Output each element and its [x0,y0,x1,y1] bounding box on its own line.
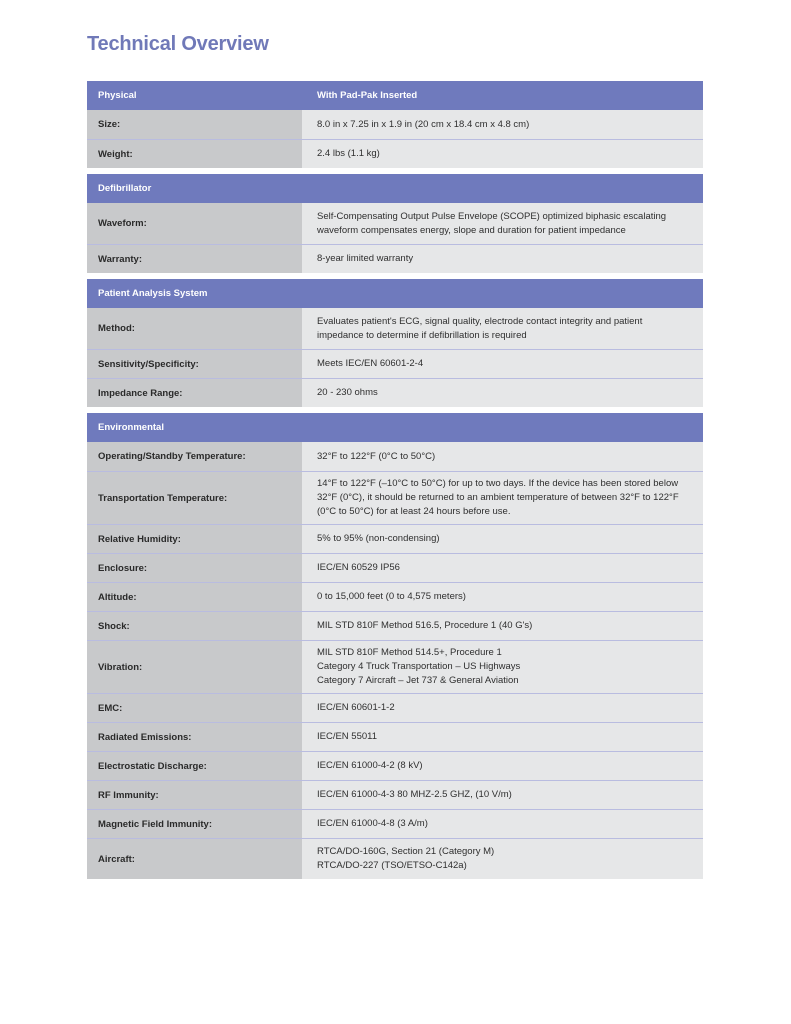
row-label: Magnetic Field Immunity: [87,810,302,838]
row-value [302,525,703,553]
row-value [302,723,703,751]
table-row [87,524,703,553]
value-line: IEC/EN 61000-4-8 (3 A/m) [317,818,428,829]
row-label: Shock: [87,612,302,640]
section-header-value: With Pad-Pak Inserted [317,90,418,101]
section-physical [87,81,703,168]
row-value [302,203,703,244]
table-row [87,378,703,407]
table-row [87,110,703,139]
row-value [302,612,703,640]
value-line: Self-Compensating Output Pulse Envelope (SCOPE) optimized biphasic escalating [317,210,667,222]
section-patient-analysis [87,279,703,407]
value-line: (0°C to 50°C) for at least 24 hours before use. [317,506,511,517]
value-line: IEC/EN 60529 IP56 [317,562,400,573]
row-label: Waveform: [87,203,302,244]
value-line: 20 - 230 ohms [317,387,378,398]
table-row [87,611,703,640]
table-row [87,553,703,582]
value-line: Evaluates patient's ECG, signal quality, electrode contact integrity and patient [317,315,643,327]
section-title: Physical [98,90,137,101]
row-label: Method: [87,308,302,349]
row-value [302,140,703,168]
row-label: Enclosure: [87,554,302,582]
row-value [302,442,703,471]
row-value [302,308,703,349]
value-line: 32°F (0°C), it should be returned to an ambient temperature of between 32°F to 122°F [317,492,679,503]
value-line: RTCA/DO-160G, Section 21 (Category M) [317,846,495,857]
row-value [302,472,703,524]
row-value [302,694,703,722]
row-value [302,350,703,378]
value-line: Category 7 Aircraft – Jet 737 & General Aviation [317,675,519,686]
table-row [87,139,703,168]
row-label: Electrostatic Discharge: [87,752,302,780]
section-header [87,174,703,203]
row-label: Size: [87,110,302,139]
section-title: Patient Analysis System [98,288,208,299]
value-line: 8.0 in x 7.25 in x 1.9 in (20 cm x 18.4 cm x 4.8 cm) [317,118,530,130]
row-label: Sensitivity/Specificity: [87,350,302,378]
row-value [302,839,703,879]
section-title: Environmental [98,422,164,433]
row-label: Operating/Standby Temperature: [87,442,302,471]
section-defibrillator [87,174,703,273]
value-line: 32°F to 122°F (0°C to 50°C) [317,450,436,462]
row-value [302,554,703,582]
row-value [302,583,703,611]
value-line: 0 to 15,000 feet (0 to 4,575 meters) [317,591,466,602]
table-row [87,722,703,751]
row-label: Weight: [87,140,302,168]
row-label: Altitude: [87,583,302,611]
value-line: IEC/EN 60601-1-2 [317,702,395,713]
row-value [302,245,703,273]
row-value [302,110,703,139]
table-row [87,582,703,611]
value-line: RTCA/DO-227 (TSO/ETSO-C142a) [317,860,467,871]
value-line: Meets IEC/EN 60601-2-4 [317,358,424,369]
value-line: 2.4 lbs (1.1 kg) [317,148,380,159]
section-header [87,413,703,442]
table-row [87,693,703,722]
value-line: 8-year limited warranty [317,253,414,264]
value-line: MIL STD 810F Method 516.5, Procedure 1 (40 G's) [317,620,533,631]
table-row [87,640,703,693]
row-value [302,752,703,780]
section-header [87,279,703,308]
row-label: Radiated Emissions: [87,723,302,751]
value-line: Category 4 Truck Transportation – US Highways [317,661,521,672]
value-line: IEC/EN 55011 [317,731,378,742]
table-row [87,780,703,809]
row-label: Transportation Temperature: [87,472,302,524]
value-line: IEC/EN 61000-4-2 (8 kV) [317,760,423,771]
table-row [87,838,703,879]
row-label: Aircraft: [87,839,302,879]
table-row [87,308,703,349]
value-line: IEC/EN 61000-4-3 80 MHZ-2.5 GHZ, (10 V/m) [317,789,512,800]
row-label: RF Immunity: [87,781,302,809]
table-row [87,349,703,378]
table-row [87,751,703,780]
row-label: Impedance Range: [87,379,302,407]
section-title: Defibrillator [98,183,152,194]
section-environmental [87,413,703,879]
value-line: waveform compensates energy, slope and duration for patient impedance [317,224,626,236]
row-label: Warranty: [87,245,302,273]
value-line: 14°F to 122°F (–10°C to 50°C) for up to two days. If the device has been stored below [317,478,679,489]
table-row [87,203,703,244]
row-value [302,641,703,693]
table-row [87,244,703,273]
value-line: MIL STD 810F Method 514.5+, Procedure 1 [317,647,502,658]
table-row [87,471,703,524]
table-row [87,809,703,838]
value-line: 5% to 95% (non-condensing) [317,533,440,544]
row-label: EMC: [87,694,302,722]
row-value [302,781,703,809]
value-line: impedance to determine if defibrillation is required [317,329,527,341]
row-label: Relative Humidity: [87,525,302,553]
table-row [87,442,703,471]
row-label: Vibration: [87,641,302,693]
row-value [302,379,703,407]
row-value [302,810,703,838]
page-title: Technical Overview [87,33,269,55]
section-header [87,81,703,110]
